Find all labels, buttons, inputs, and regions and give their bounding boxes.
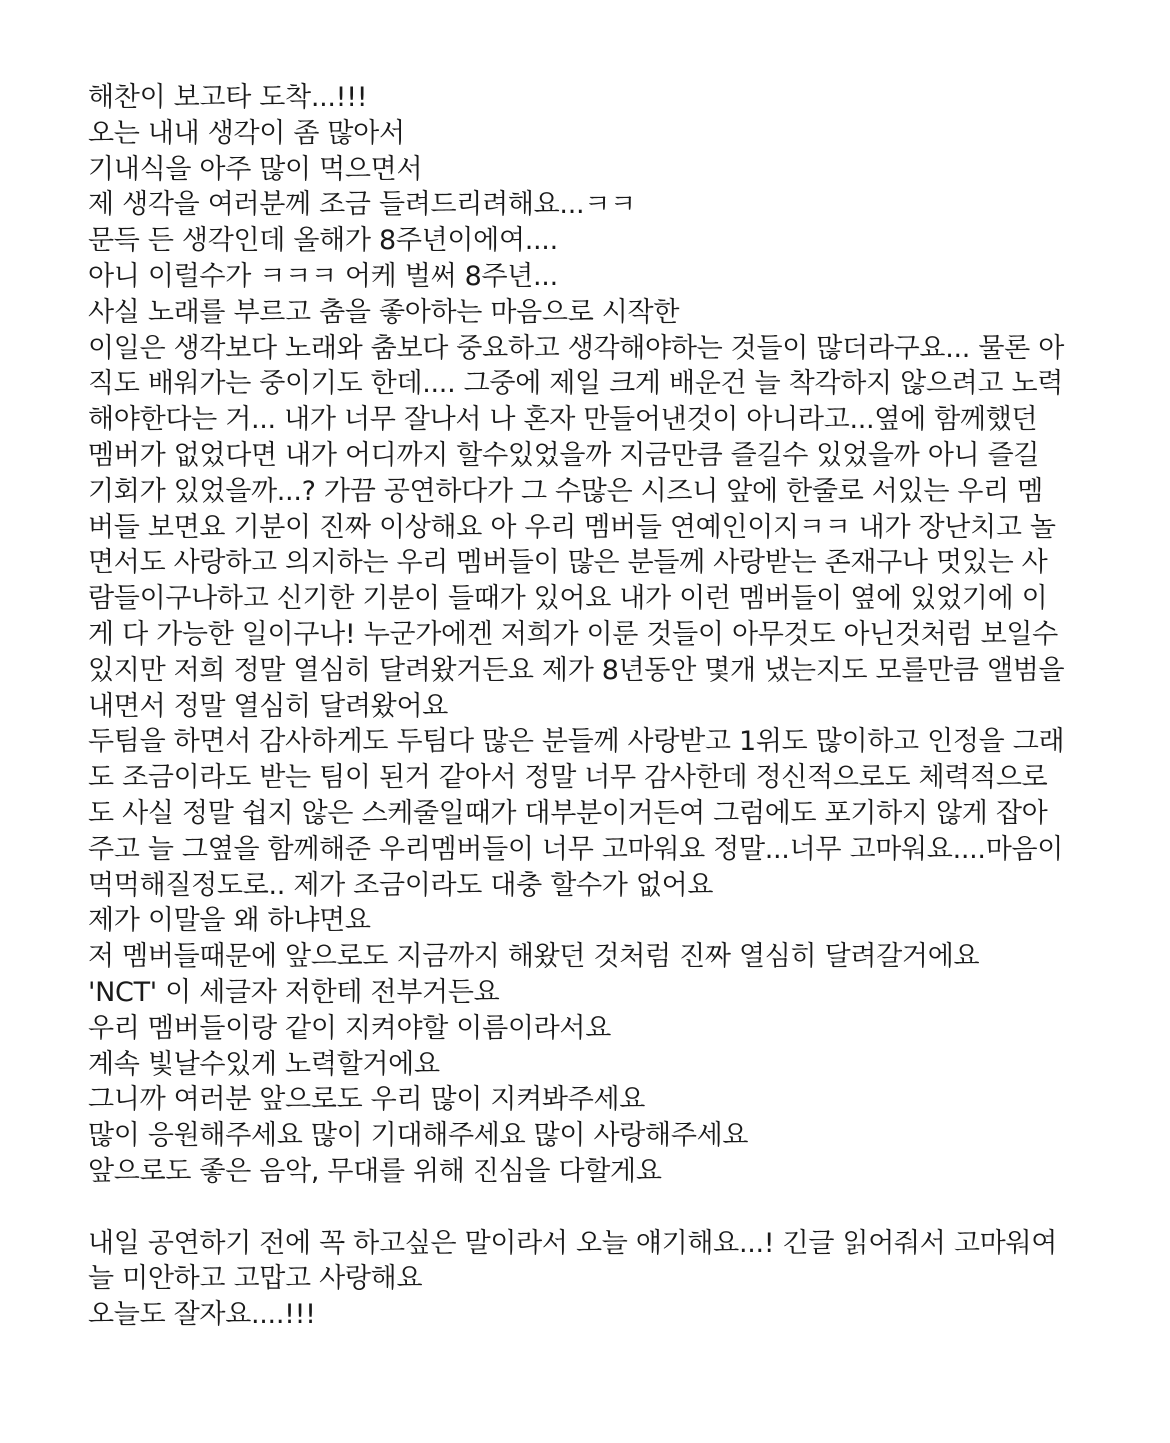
- note-line: 많이 응원해주세요 많이 기대해주세요 많이 사랑해주세요: [88, 1120, 749, 1152]
- note-line: 앞으로도 좋은 음악, 무대를 위해 진심을 다할게요: [88, 1155, 662, 1187]
- note-line: 해야한다는 거... 내가 너무 잘나서 나 혼자 만들어낸것이 아니라고...옆에 함께했던: [88, 404, 1038, 436]
- note-line: 버들 보면요 기분이 진짜 이상해요 아 우리 멤버들 연예인이지ㅋㅋ 내가 장난치고 놀: [88, 511, 1056, 543]
- note-line: 계속 빛날수있게 노력할거에요: [88, 1048, 440, 1080]
- note-body: [88, 80, 1088, 1333]
- note-line: 기회가 있었을까...? 가끔 공연하다가 그 수많은 시즈니 앞에 한줄로 서있는 우리 멤: [88, 475, 1044, 507]
- note-line: 도 사실 정말 쉽지 않은 스케줄일때가 대부분이거든여 그럼에도 포기하지 않게 잡아: [88, 797, 1048, 829]
- note-line: 오는 내내 생각이 좀 많아서: [88, 117, 405, 149]
- note-line: 게 다 가능한 일이구나! 누군가에겐 저희가 이룬 것들이 아무것도 아닌것처럼 보일수: [88, 618, 1058, 650]
- note-line: 있지만 저희 정말 열심히 달려왔거든요 제가 8년동안 몇개 냈는지도 모를만큼 앨범을: [88, 654, 1065, 686]
- note-line: 아니 이럴수가 ㅋㅋㅋ 어케 벌써 8주년...: [88, 260, 558, 292]
- note-line: 면서도 사랑하고 의지하는 우리 멤버들이 많은 분들께 사랑받는 존재구나 멋있는 사: [88, 547, 1048, 579]
- note-line: 그니까 여러분 앞으로도 우리 많이 지켜봐주세요: [88, 1084, 646, 1116]
- note-line: 내면서 정말 열심히 달려왔어요: [88, 690, 449, 722]
- note-line: 사실 노래를 부르고 춤을 좋아하는 마음으로 시작한: [88, 296, 680, 328]
- note-line: 'NCT' 이 세글자 저한테 전부거든요: [88, 976, 500, 1008]
- note-line: 제 생각을 여러분께 조금 들려드리려해요...ㅋㅋ: [88, 189, 636, 221]
- note-line: 늘 미안하고 고맙고 사랑해요: [88, 1263, 423, 1295]
- note-line: 해찬이 보고타 도착...!!!: [88, 82, 368, 113]
- note-line: 도 조금이라도 받는 팀이 된거 같아서 정말 너무 감사한데 정신적으로도 체력적으로: [88, 762, 1048, 794]
- note-line: 직도 배워가는 중이기도 한데.... 그중에 제일 크게 배운건 늘 착각하지 않으려고 노력: [88, 368, 1064, 400]
- note-line: 문득 든 생각인데 올해가 8주년이에여....: [88, 225, 558, 257]
- note-line: 람들이구나하고 신기한 기분이 들때가 있어요 내가 이런 멤버들이 옆에 있었기에 이: [88, 583, 1048, 615]
- note-line: 내일 공연하기 전에 꼭 하고싶은 말이라서 오늘 얘기해요...! 긴글 읽어줘서 고마워여: [88, 1227, 1058, 1259]
- note-line: 우리 멤버들이랑 같이 지켜야할 이름이라서요: [88, 1012, 611, 1044]
- note-line: 기내식을 아주 많이 먹으면서: [88, 153, 423, 185]
- note-line: 이일은 생각보다 노래와 춤보다 중요하고 생각해야하는 것들이 많더라구요... 물론 아: [88, 332, 1064, 364]
- note-line: 멤버가 없었다면 내가 어디까지 할수있었을까 지금만큼 즐길수 있었을까 아니 즐길: [88, 439, 1040, 471]
- blank-line: [88, 1190, 1088, 1226]
- note-line: 제가 이말을 왜 하냐면요: [88, 905, 371, 937]
- note-line: 주고 늘 그옆을 함께해준 우리멤버들이 너무 고마워요 정말...너무 고마워요....마음이: [88, 833, 1064, 865]
- note-line: 먹먹해질정도로.. 제가 조금이라도 대충 할수가 없어요: [88, 869, 714, 901]
- note-line: 오늘도 잘자요....!!!: [88, 1299, 316, 1331]
- note-line: 저 멤버들때문에 앞으로도 지금까지 해왔던 것처럼 진짜 열심히 달려갈거에요: [88, 941, 980, 973]
- note-line: 두팀을 하면서 감사하게도 두팀다 많은 분들께 사랑받고 1위도 많이하고 인정을 그래: [88, 726, 1065, 758]
